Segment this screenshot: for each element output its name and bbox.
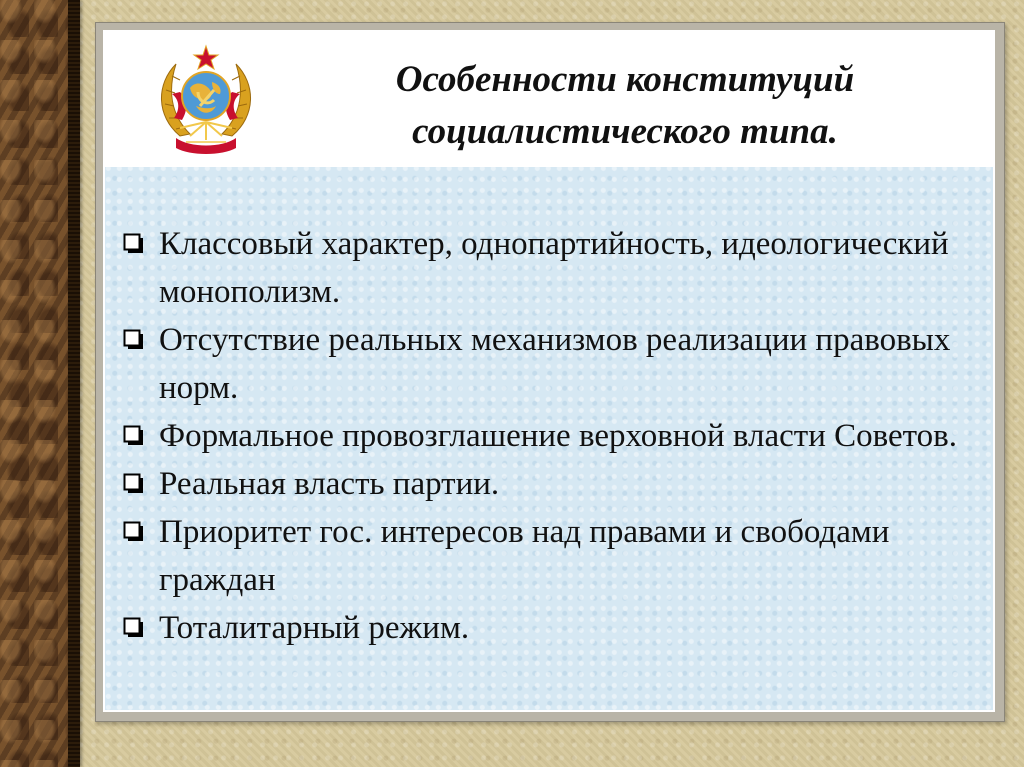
ussr-emblem-icon bbox=[150, 44, 262, 158]
decorative-rail bbox=[68, 0, 80, 767]
bullet-list bbox=[123, 220, 983, 652]
title-line-2: социалистического типа. bbox=[412, 111, 838, 152]
list-item bbox=[123, 316, 983, 412]
checkbox-bullet-icon bbox=[123, 329, 145, 351]
checkbox-bullet-icon bbox=[123, 521, 145, 543]
list-item-text: Классовый характер, однопартийность, идеологический монополизм. bbox=[159, 226, 949, 310]
checkbox-bullet-icon bbox=[123, 617, 145, 639]
checkbox-bullet-icon bbox=[123, 233, 145, 255]
title-band bbox=[105, 32, 993, 167]
slide-title bbox=[315, 54, 935, 158]
title-line-1: Особенности конституций bbox=[395, 59, 855, 100]
list-item bbox=[123, 220, 983, 316]
list-item bbox=[123, 412, 983, 460]
list-item-text: Реальная власть партии. bbox=[159, 466, 500, 502]
slide bbox=[103, 30, 995, 712]
list-item bbox=[123, 460, 983, 508]
list-item-text: Тоталитарный режим. bbox=[159, 610, 470, 646]
list-item-text: Формальное провозглашение верховной власти Советов. bbox=[159, 418, 957, 454]
list-item-text: Отсутствие реальных механизмов реализации правовых норм. bbox=[159, 322, 951, 406]
checkbox-bullet-icon bbox=[123, 425, 145, 447]
checkbox-bullet-icon bbox=[123, 473, 145, 495]
list-item bbox=[123, 604, 983, 652]
list-item-text: Приоритет гос. интересов над правами и свободами граждан bbox=[159, 514, 890, 598]
decorative-wood-strip bbox=[0, 0, 68, 767]
list-item bbox=[123, 508, 983, 604]
